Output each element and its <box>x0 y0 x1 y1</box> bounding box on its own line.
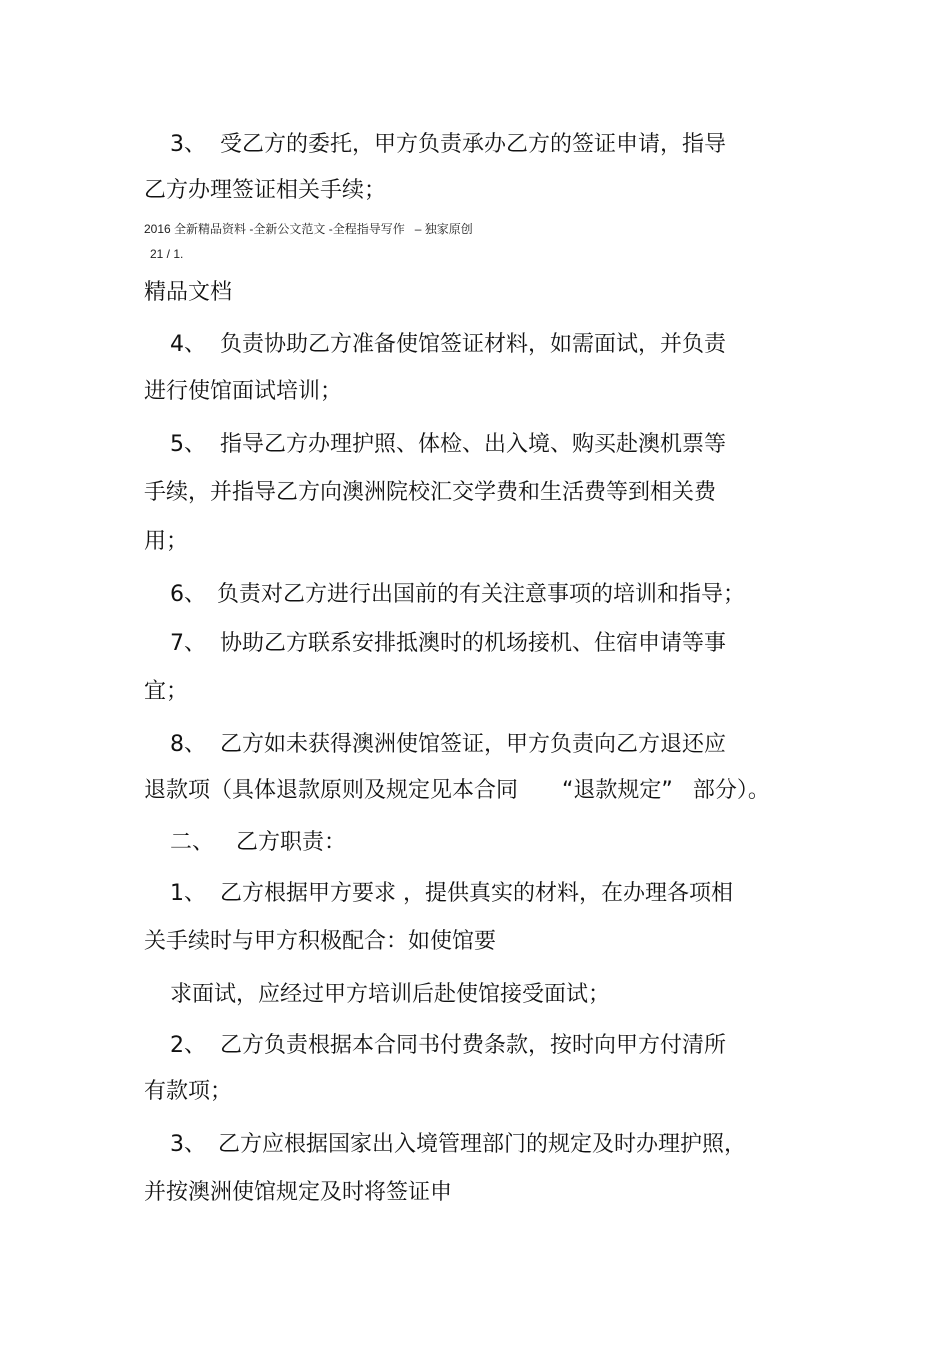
item-number: 5、 <box>170 432 206 457</box>
paragraph-line <box>170 880 733 908</box>
paragraph-line <box>170 131 726 159</box>
paragraph-line <box>170 1131 746 1159</box>
item-number: 1、 <box>170 881 206 906</box>
paragraph-line <box>170 331 726 359</box>
section-title: 乙方职责： <box>236 830 347 855</box>
paragraph-line: 用； <box>144 529 189 554</box>
item-text: 受乙方的委托，甲方负责承办乙方的签证申请，指导 <box>220 132 727 157</box>
item-number: 7、 <box>170 631 206 656</box>
item-number: 4、 <box>170 332 206 357</box>
paragraph-line: 进行使馆面试培训； <box>144 379 343 404</box>
text-segment: 退款项（具体退款原则及规定见本合同 <box>144 778 519 803</box>
item-text: 乙方根据甲方要求 ，提供真实的材料，在办理各项相 <box>220 881 733 906</box>
text-segment: 部分）。 <box>692 778 770 803</box>
quoted-term: “退款规定” <box>562 778 673 803</box>
item-number: 2、 <box>170 1033 206 1058</box>
paragraph-line: 宜； <box>144 679 189 704</box>
paragraph-line <box>170 630 726 658</box>
paragraph-line <box>170 1032 726 1060</box>
item-text: 乙方如未获得澳洲使馆签证，甲方负责向乙方退还应 <box>220 732 727 757</box>
paragraph-line: 关手续时与甲方积极配合：如使馆要 <box>144 929 497 954</box>
paragraph-line <box>170 731 726 759</box>
section-number: 二、 <box>170 830 215 855</box>
paragraph-line: 并按澳洲使馆规定及时将签证申 <box>144 1180 453 1205</box>
header-label: 精品文档 <box>144 280 233 305</box>
paragraph-line: 求面试，应经过甲方培训后赴使馆接受面试； <box>170 982 611 1007</box>
item-number: 6、 <box>170 582 206 607</box>
item-text: 乙方负责根据本合同书付费条款，按时向甲方付清所 <box>220 1033 727 1058</box>
paragraph-line <box>170 431 726 459</box>
item-number: 8、 <box>170 732 206 757</box>
paragraph-line <box>170 581 745 609</box>
footer-note: 2016 全新精品资料 -全新公文范文 -全程指导写作 – 独家原创 <box>144 222 473 236</box>
item-number: 3、 <box>170 132 206 157</box>
item-text: 指导乙方办理护照、体检、出入境、购买赴澳机票等 <box>220 432 727 457</box>
paragraph-line: 手续，并指导乙方向澳洲院校汇交学费和生活费等到相关费 <box>144 480 717 505</box>
item-text: 负责对乙方进行出国前的有关注意事项的培训和指导； <box>217 582 746 607</box>
item-number: 3、 <box>170 1132 206 1157</box>
section-heading <box>170 829 346 857</box>
paragraph-line: 乙方办理签证相关手续； <box>144 178 387 203</box>
item-text: 负责协助乙方准备使馆签证材料，如需面试，并负责 <box>220 332 727 357</box>
item-text: 协助乙方联系安排抵澳时的机场接机、住宿申请等事 <box>220 631 727 656</box>
item-text: 乙方应根据国家出入境管理部门的规定及时办理护照， <box>218 1132 747 1157</box>
paragraph-line: 有款项； <box>144 1079 233 1104</box>
paragraph-line <box>144 777 770 805</box>
page-number: 21 / 1. <box>150 247 184 261</box>
